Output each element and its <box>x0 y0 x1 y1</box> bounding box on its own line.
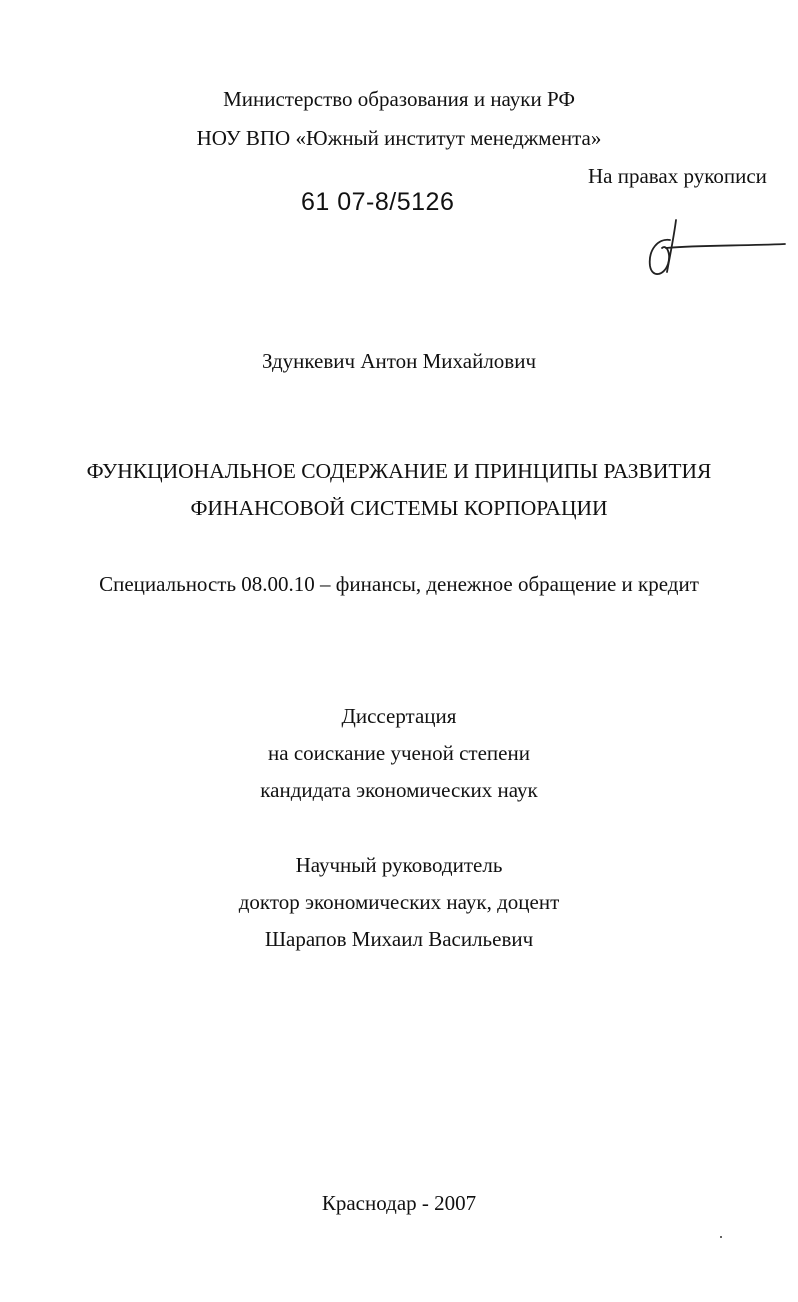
supervisor-degree: доктор экономических наук, доцент <box>238 890 560 914</box>
handwritten-signature <box>640 218 790 284</box>
degree-purpose: на соискание ученой степени <box>268 741 530 765</box>
degree-name: кандидата экономических наук <box>260 778 538 802</box>
city-year: Краснодар - 2007 <box>321 1191 477 1215</box>
author-name: Здункевич Антон Михайлович <box>261 349 537 373</box>
scan-speck <box>720 1236 722 1238</box>
manuscript-rights-note: На правах рукописи <box>588 164 767 188</box>
dissertation-title-line-2: ФИНАНСОВОЙ СИСТЕМЫ КОРПОРАЦИИ <box>190 496 608 520</box>
supervisor-label: Научный руководитель <box>295 853 503 877</box>
library-shelf-number: 61 07-8/5126 <box>301 188 455 216</box>
specialty-line: Специальность 08.00.10 – финансы, денежное обращение и кредит <box>99 572 699 596</box>
dissertation-label: Диссертация <box>341 704 457 728</box>
institution-name: НОУ ВПО «Южный институт менеджмента» <box>196 126 602 150</box>
dissertation-title-line-1: ФУНКЦИОНАЛЬНОЕ СОДЕРЖАНИЕ И ПРИНЦИПЫ РАЗВИТИЯ <box>86 459 712 483</box>
supervisor-name: Шарапов Михаил Васильевич <box>264 927 534 951</box>
ministry-name: Министерство образования и науки РФ <box>223 87 575 111</box>
